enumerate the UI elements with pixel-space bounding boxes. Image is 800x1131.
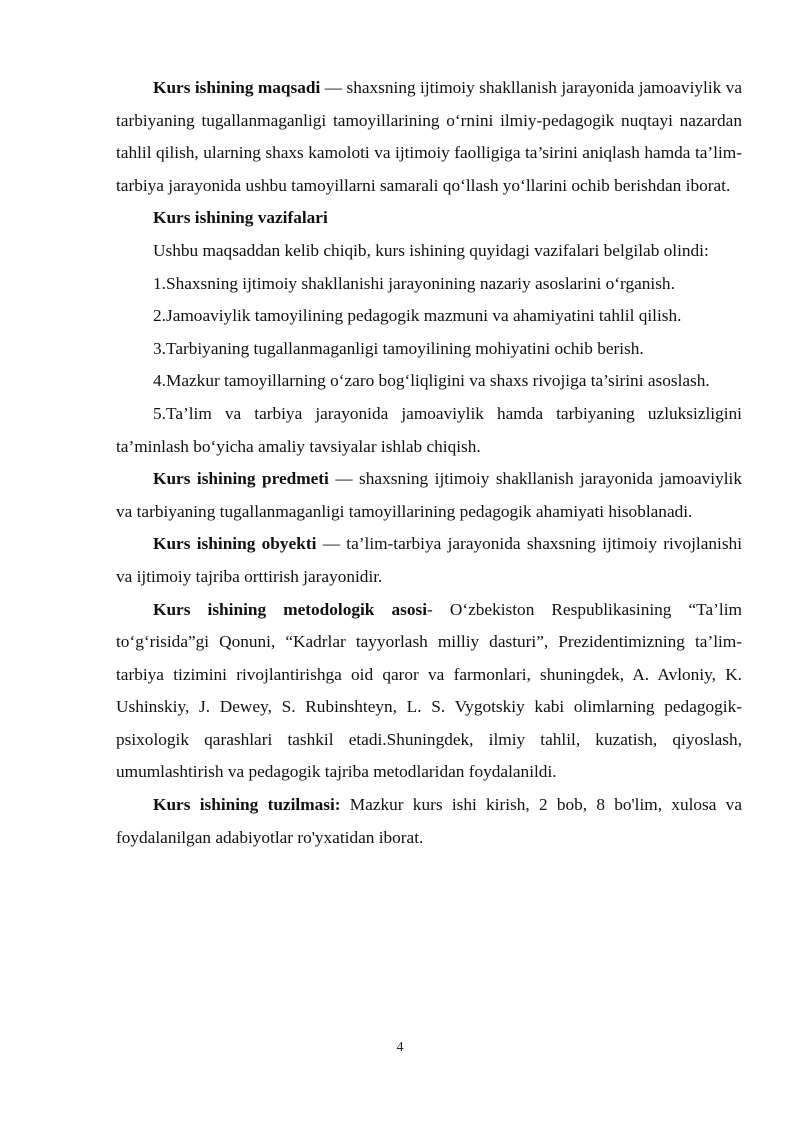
document-page (116, 72, 742, 854)
task-text: Mazkur tamoyillarning o‘zaro bog‘liqligini va shaxs rivojiga ta’sirini asoslash. (165, 371, 710, 391)
task-item-3 (116, 333, 742, 366)
methodology-paragraph (116, 594, 742, 790)
subject-label: Kurs ishining predmeti (153, 469, 329, 489)
task-item-1 (116, 268, 742, 301)
task-item-4 (116, 365, 742, 398)
methodology-text: - O‘zbekiston Respublikasining “Ta’lim to‘g‘risida”gi Qonuni, “Kadrlar tayyorlash milliy dasturi”, Prezidentimizning ta’lim-tarbiya tizimini rivojlantirishga oid qaror va farmonlari, shuningdek, A. Avloniy, K. Ushinskiy, J. Dewey, S. Rubinshteyn, L. S. Vygotskiy kabi olimlarning pedagogik-psixologik qarashlari tashkil etadi.Shuningdek, ilmiy tahlil, kuzatish, qiyoslash, umumlashtirish va pedagogik tajriba metodlaridan foydalanildi. (116, 599, 742, 782)
task-number: 4. (153, 371, 166, 391)
tasks-intro: Ushbu maqsaddan kelib chiqib, kurs ishining quyidagi vazifalari belgilab olindi: (153, 240, 709, 260)
page-number: 4 (396, 1040, 404, 1055)
methodology-label: Kurs ishining metodologik asosi (153, 599, 428, 619)
object-text: — ta’lim-tarbiya jarayonida shaxsning ijtimoiy rivojlanishi va ijtimoiy tajriba orttirish jarayonidir. (116, 534, 742, 586)
structure-text: Mazkur kurs ishi kirish, 2 bob, 8 bo'lim, xulosa va foydalanilgan adabiyotlar ro'yxatidan iborat. (116, 795, 742, 847)
task-number: 5. (153, 403, 166, 423)
object-paragraph (116, 528, 742, 593)
task-number: 2. (153, 306, 166, 326)
task-text: Tarbiyaning tugallanmaganligi tamoyilining mohiyatini ochib berish. (165, 338, 644, 358)
structure-paragraph (116, 789, 742, 854)
subject-text: — shaxsning ijtimoiy shakllanish jarayonida jamoaviylik va tarbiyaning tugallanmaganligi tamoyillarining pedagogik ahamiyati hisoblanadi. (116, 469, 742, 521)
subject-paragraph (116, 463, 742, 528)
task-text: Shaxsning ijtimoiy shakllanishi jarayonining nazariy asoslarini o‘rganish. (165, 273, 675, 293)
task-number: 1. (153, 273, 166, 293)
task-number: 3. (153, 338, 166, 358)
purpose-paragraph (116, 72, 742, 202)
purpose-label: Kurs ishining maqsadi (153, 78, 321, 97)
task-text: Ta’lim va tarbiya jarayonida jamoaviylik hamda tarbiyaning uzluksizligini ta’minlash bo‘yicha amaliy tavsiyalar ishlab chiqish. (116, 403, 742, 456)
task-item-2 (116, 300, 742, 333)
task-item-5 (116, 398, 742, 463)
structure-label: Kurs ishining tuzilmasi: (153, 795, 341, 815)
purpose-text: — shaxsning ijtimoiy shakllanish jarayonida jamoaviylik va tarbiyaning tugallanmaganligi tamoyillarining o‘rnini ilmiy-pedagogik nuqtayi nazardan tahlil qilish, ularning shaxs kamoloti va ijtimoiy faolligiga ta’sirini aniqlash hamda ta’lim-tarbiya jarayonida ushbu tamoyillarni samarali qo‘llash yo‘llarini ochib berishdan iborat. (116, 78, 742, 195)
task-text: Jamoaviylik tamoyilining pedagogik mazmuni va ahamiyatini tahlil qilish. (165, 306, 682, 326)
tasks-heading: Kurs ishining vazifalari (153, 208, 328, 228)
object-label: Kurs ishining obyekti (153, 534, 317, 554)
